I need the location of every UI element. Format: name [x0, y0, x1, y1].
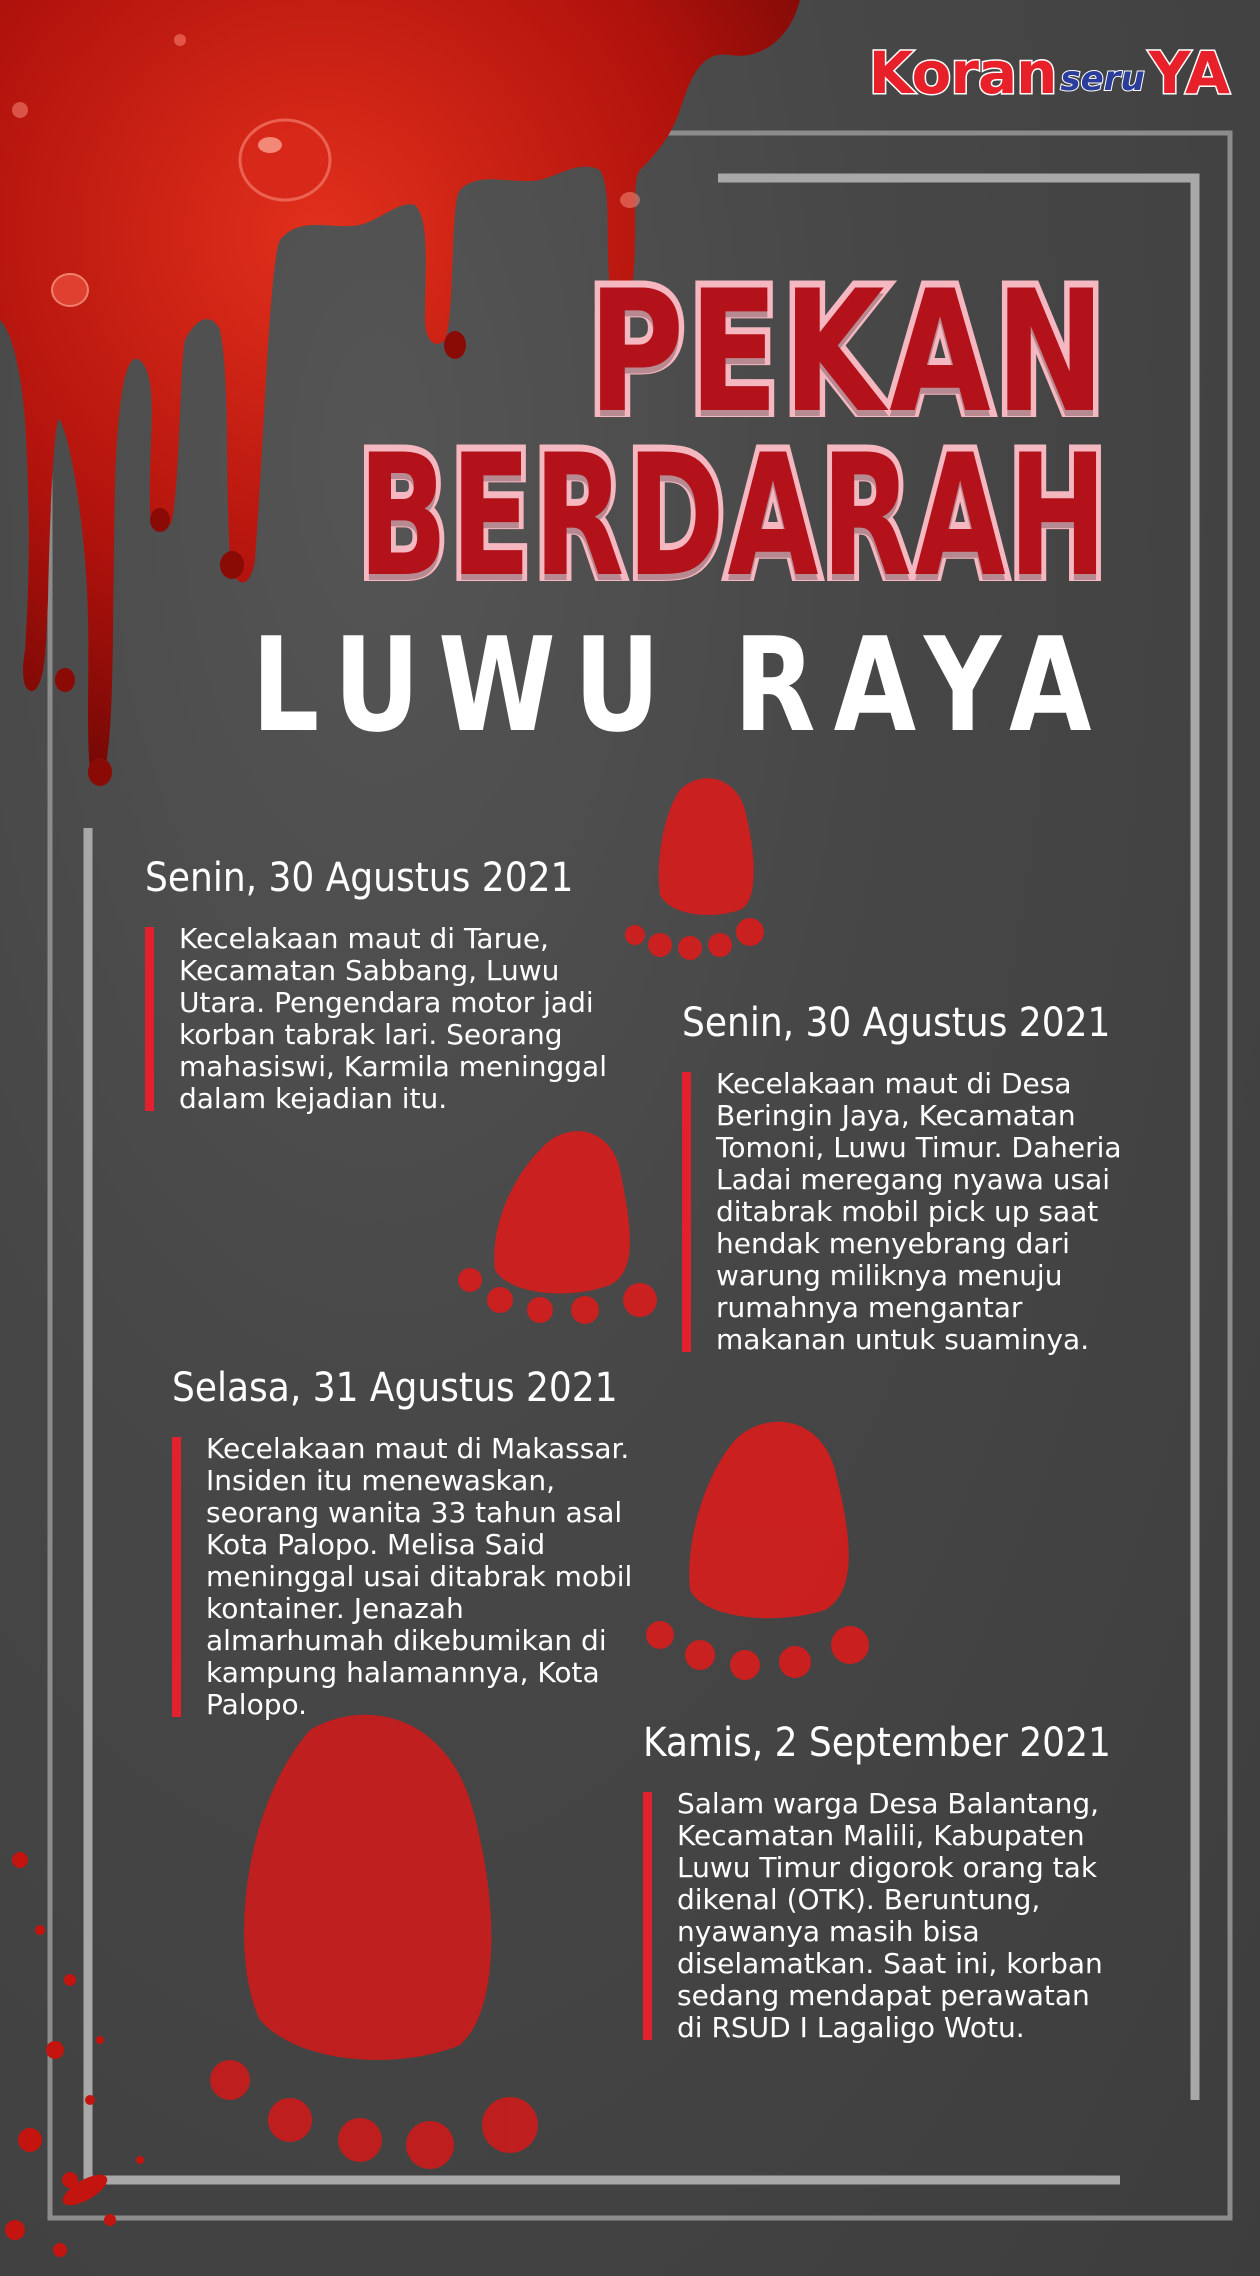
entry-body	[145, 923, 705, 1115]
accent-bar	[643, 1792, 652, 2040]
entry-text: Salam warga Desa Balantang, Kecamatan Malili, Kabupaten Luwu Timur digorok orang tak dikenal (OTK). Beruntung, nyawanya masih bisa diselamatkan. Saat ini, korban sedang mendapat perawatan di RSUD I Lagaligo Wotu.	[677, 1787, 1103, 2044]
title-line-2: BERDARAH	[358, 418, 1110, 614]
logo-seru: seru	[1060, 59, 1145, 99]
entry-text: Kecelakaan maut di Makassar. Insiden itu menewaskan, seorang wanita 33 tahun asal Kota Palopo. Melisa Said meninggal usai ditabrak mobil kontainer. Jenazah almarhumah dikebumikan di kampung halamannya, Kota Palopo.	[206, 1432, 633, 1721]
accent-bar	[145, 927, 154, 1111]
logo-ya: YA	[1148, 39, 1230, 107]
title-line-3: LUWU RAYA	[251, 609, 1110, 761]
footprint-icon	[458, 1131, 657, 1324]
logo-koran: Koran	[868, 39, 1057, 107]
timeline-entry	[643, 1720, 1183, 2044]
footprint-icon	[210, 1715, 538, 2169]
timeline-entry	[682, 1000, 1182, 1356]
accent-bar	[172, 1437, 181, 1717]
accent-bar	[682, 1072, 691, 1352]
entry-body	[172, 1433, 712, 1721]
timeline-entry	[172, 1365, 712, 1721]
entry-date: Kamis, 2 September 2021	[643, 1720, 1111, 1766]
entry-date: Senin, 30 Agustus 2021	[145, 855, 574, 901]
entry-date: Selasa, 31 Agustus 2021	[172, 1365, 618, 1411]
brand-logo	[869, 28, 1230, 118]
entry-date: Senin, 30 Agustus 2021	[682, 1000, 1111, 1046]
entry-body	[682, 1068, 1182, 1356]
title-line-1: PEKAN	[588, 254, 1110, 450]
entry-text: Kecelakaan maut di Desa Beringin Jaya, Kecamatan Tomoni, Luwu Timur. Daheria Ladai meregang nyawa usai ditabrak mobil pick up saat hendak menyebrang dari warung miliknya menuju rumahnya mengantar makanan untuk suaminya.	[716, 1067, 1122, 1356]
entry-body	[643, 1788, 1183, 2044]
entry-text: Kecelakaan maut di Tarue, Kecamatan Sabbang, Luwu Utara. Pengendara motor jadi korban tabrak lari. Seorang mahasiswi, Karmila meninggal dalam kejadian itu.	[179, 922, 607, 1115]
timeline-entry	[145, 855, 705, 1115]
blood-splatter-icon	[5, 1852, 144, 2257]
